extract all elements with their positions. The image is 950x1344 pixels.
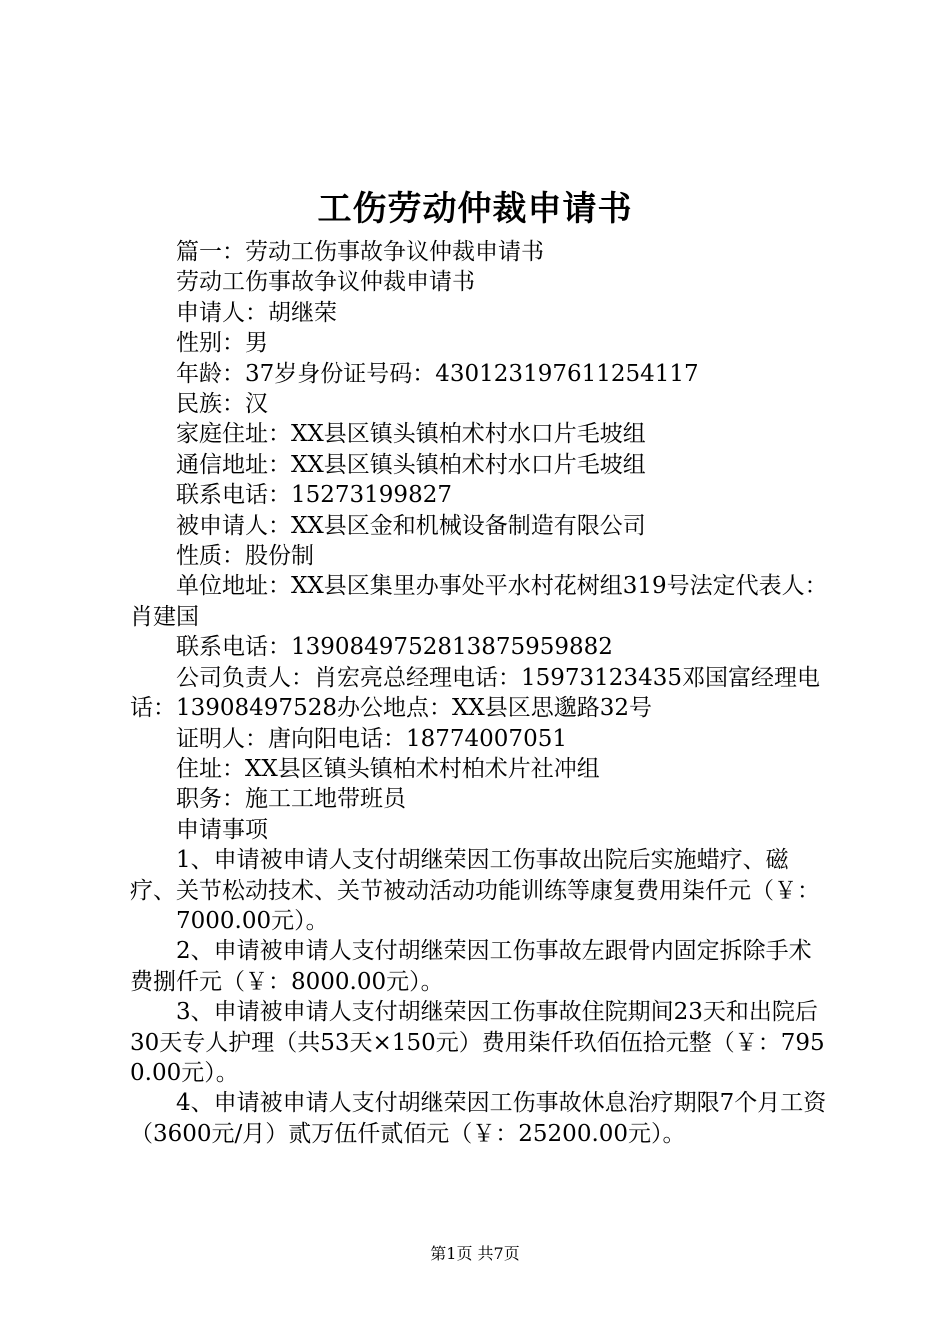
paragraph-claim-1: 1、申请被申请人支付胡继荣因工伤事故出院后实施蜡疗、磁疗、关节松动技术、关节被动活动功能训练等康复费用柒仟元（￥：: [130, 847, 820, 904]
paragraph-applicant: 申请人：胡继荣: [176, 299, 337, 326]
page-footer: 第1页 共7页: [430, 1244, 520, 1263]
paragraph-applicant-phone: 联系电话：15273199827: [176, 482, 452, 509]
paragraph-age-id: 年龄：37岁身份证号码：430123197611254117: [176, 360, 699, 387]
paragraph-claim-2: 2、申请被申请人支付胡继荣因工伤事故左跟骨内固定拆除手术费捌仟元（￥：8000.00元）。: [130, 938, 812, 995]
paragraph-subtitle: 劳动工伤事故争议仲裁申请书: [176, 269, 475, 296]
paragraph-company-address: 单位地址：XX县区集里办事处平水村花树组319号法定代表人：肖建国: [130, 573, 828, 630]
paragraph-claim-3: 3、申请被申请人支付胡继荣因工伤事故住院期间23天和出院后30天专人护理（共53天×150元）费用柒仟玖佰伍拾元整（￥：7950.00元）。: [130, 999, 825, 1086]
paragraph-mailing-address: 通信地址：XX县区镇头镇柏术村水口片毛坡组: [176, 451, 646, 478]
paragraph-respondent: 被申请人：XX县区金和机械设备制造有限公司: [176, 512, 646, 539]
paragraph-company-phone: 联系电话：13908497528​13875959882: [176, 634, 613, 661]
paragraph-witness: 证明人：唐向阳电话：18774007051: [176, 725, 567, 752]
paragraph-claim-1-amount: 7000.00元）。: [176, 907, 329, 934]
paragraph-home-address: 家庭住址：XX县区镇头镇柏术村水口片毛坡组: [176, 421, 646, 448]
paragraph-claim-4: 4、申请被申请人支付胡继荣因工伤事故休息治疗期限7个月工资（3600元/月）贰万伍仟贰佰元（￥：25200.00元）。: [130, 1090, 827, 1147]
paragraph-witness-address: 住址：XX县区镇头镇柏术村柏术片社冲组: [176, 755, 600, 782]
paragraph-ethnicity: 民族：汉: [176, 391, 268, 418]
paragraph-gender: 性别：男: [176, 330, 268, 357]
paragraph-claims-heading: 申请事项: [176, 816, 268, 843]
paragraph-section-heading: 篇一：劳动工伤事故争议仲裁申请书: [176, 239, 544, 265]
paragraph-company-type: 性质：股份制: [176, 543, 314, 570]
document-body: [130, 237, 830, 1149]
paragraph-company-managers: 公司负责人：肖宏亮总经理电话：15973123435邓国富经理电话：13908497528办公地点：XX县区思邈路32号: [130, 664, 820, 722]
document-title: 工伤劳动仲裁申请书: [317, 189, 633, 229]
paragraph-witness-position: 职务：施工工地带班员: [176, 786, 406, 813]
